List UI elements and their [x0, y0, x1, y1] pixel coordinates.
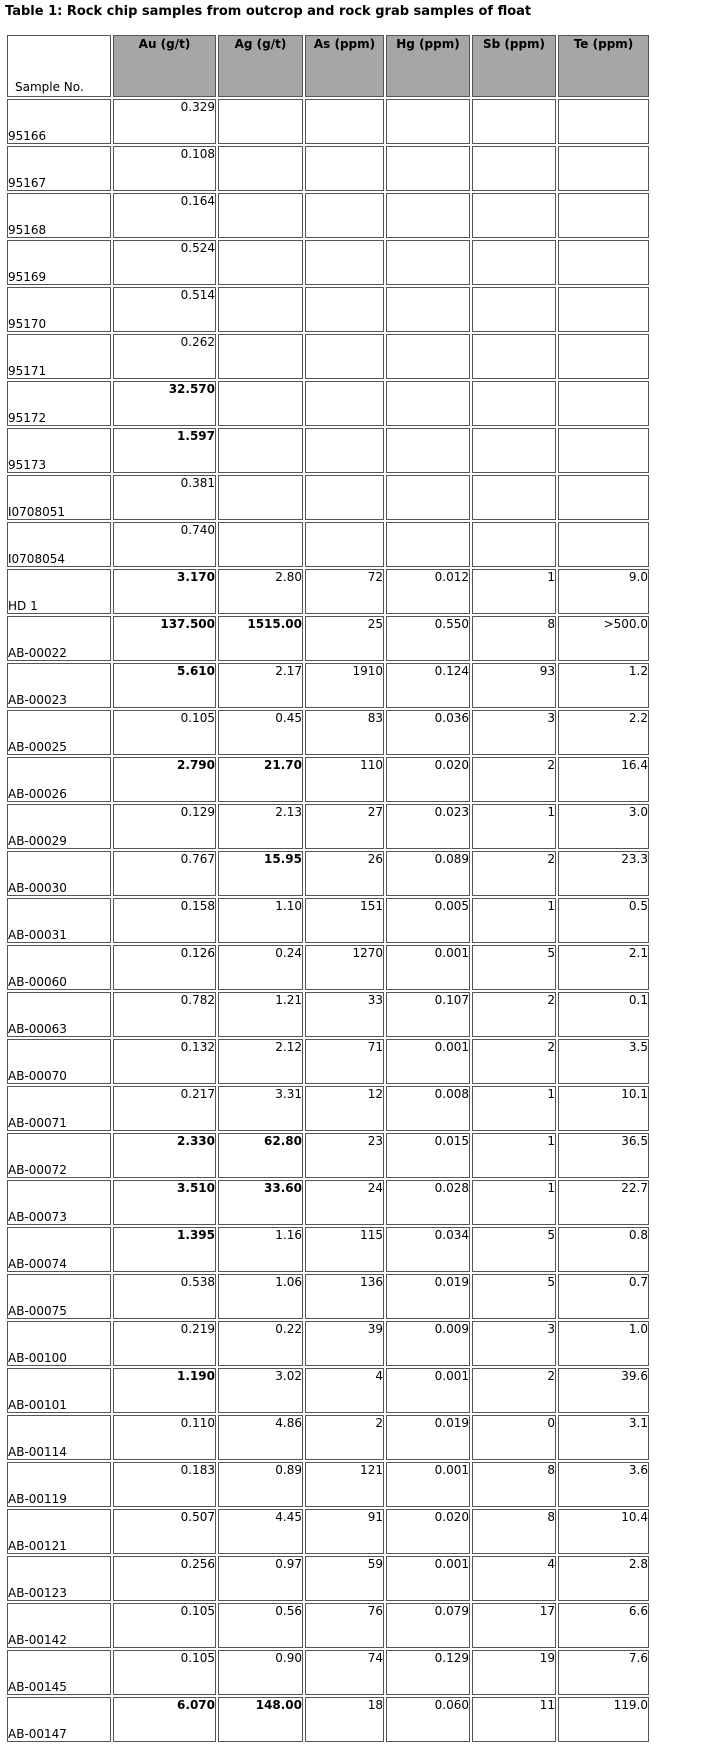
cell-au: 2.330: [113, 1133, 216, 1178]
cell-sample: AB-00147: [7, 1697, 111, 1742]
cell-au: 0.158: [113, 898, 216, 943]
table-row: [7, 757, 649, 802]
cell-as: 4: [305, 1368, 384, 1413]
cell-sample: AB-00023: [7, 663, 111, 708]
cell-sample: AB-00142: [7, 1603, 111, 1648]
cell-te: [558, 287, 649, 332]
cell-sb: 2: [472, 1368, 556, 1413]
cell-ag: [218, 146, 303, 191]
cell-ag: 0.90: [218, 1650, 303, 1695]
cell-au: 6.070: [113, 1697, 216, 1742]
cell-sb: 3: [472, 1321, 556, 1366]
table-row: [7, 616, 649, 661]
table-row: [7, 1086, 649, 1131]
cell-sample: 95170: [7, 287, 111, 332]
cell-as: [305, 193, 384, 238]
cell-hg: 0.079: [386, 1603, 470, 1648]
cell-sb: 1: [472, 898, 556, 943]
cell-as: 18: [305, 1697, 384, 1742]
cell-au: 5.610: [113, 663, 216, 708]
cell-te: [558, 146, 649, 191]
cell-au: 1.597: [113, 428, 216, 473]
cell-as: 26: [305, 851, 384, 896]
cell-ag: 1515.00: [218, 616, 303, 661]
cell-au: 0.381: [113, 475, 216, 520]
cell-te: 6.6: [558, 1603, 649, 1648]
cell-ag: 3.31: [218, 1086, 303, 1131]
cell-sb: [472, 334, 556, 379]
cell-sb: [472, 240, 556, 285]
table-row: [7, 334, 649, 379]
cell-sb: 1: [472, 804, 556, 849]
cell-sb: [472, 428, 556, 473]
table-row: [7, 1509, 649, 1554]
cell-as: 33: [305, 992, 384, 1037]
cell-au: 0.256: [113, 1556, 216, 1601]
cell-hg: [386, 287, 470, 332]
cell-hg: 0.008: [386, 1086, 470, 1131]
table-body: [7, 99, 649, 1742]
cell-hg: [386, 146, 470, 191]
cell-sample: AB-00060: [7, 945, 111, 990]
cell-te: 119.0: [558, 1697, 649, 1742]
cell-sample: AB-00101: [7, 1368, 111, 1413]
cell-au: 0.110: [113, 1415, 216, 1460]
cell-ag: 1.16: [218, 1227, 303, 1272]
cell-sb: 93: [472, 663, 556, 708]
cell-te: 16.4: [558, 757, 649, 802]
cell-as: 25: [305, 616, 384, 661]
cell-ag: [218, 240, 303, 285]
table-row: [7, 428, 649, 473]
cell-au: 0.126: [113, 945, 216, 990]
cell-hg: [386, 334, 470, 379]
cell-te: [558, 240, 649, 285]
cell-au: 0.524: [113, 240, 216, 285]
cell-hg: 0.001: [386, 1462, 470, 1507]
cell-ag: [218, 99, 303, 144]
cell-as: 1910: [305, 663, 384, 708]
cell-ag: 0.89: [218, 1462, 303, 1507]
cell-ag: 0.97: [218, 1556, 303, 1601]
cell-ag: [218, 428, 303, 473]
cell-hg: 0.001: [386, 1556, 470, 1601]
cell-te: 2.1: [558, 945, 649, 990]
cell-hg: 0.001: [386, 1368, 470, 1413]
cell-sample: AB-00114: [7, 1415, 111, 1460]
cell-ag: 2.80: [218, 569, 303, 614]
cell-ag: 62.80: [218, 1133, 303, 1178]
cell-sample: AB-00029: [7, 804, 111, 849]
cell-ag: 148.00: [218, 1697, 303, 1742]
table-row: [7, 1133, 649, 1178]
cell-hg: 0.012: [386, 569, 470, 614]
header-row: [7, 35, 649, 97]
cell-hg: [386, 428, 470, 473]
cell-as: 71: [305, 1039, 384, 1084]
cell-sb: 5: [472, 1227, 556, 1272]
cell-ag: 1.21: [218, 992, 303, 1037]
cell-te: 10.4: [558, 1509, 649, 1554]
table-row: [7, 146, 649, 191]
cell-sample: 95168: [7, 193, 111, 238]
cell-au: 0.219: [113, 1321, 216, 1366]
table-row: [7, 1650, 649, 1695]
cell-te: 3.1: [558, 1415, 649, 1460]
cell-ag: 0.45: [218, 710, 303, 755]
cell-au: 0.514: [113, 287, 216, 332]
cell-te: 23.3: [558, 851, 649, 896]
cell-ag: 1.06: [218, 1274, 303, 1319]
cell-te: 39.6: [558, 1368, 649, 1413]
cell-hg: 0.034: [386, 1227, 470, 1272]
column-header-hg: Hg (ppm): [386, 35, 470, 97]
cell-te: 7.6: [558, 1650, 649, 1695]
cell-sb: [472, 522, 556, 567]
column-header-te: Te (ppm): [558, 35, 649, 97]
cell-au: 0.740: [113, 522, 216, 567]
column-header-sb: Sb (ppm): [472, 35, 556, 97]
cell-ag: 0.56: [218, 1603, 303, 1648]
table-row: [7, 945, 649, 990]
cell-as: 74: [305, 1650, 384, 1695]
cell-te: 0.5: [558, 898, 649, 943]
cell-as: [305, 146, 384, 191]
cell-au: 0.329: [113, 99, 216, 144]
cell-ag: [218, 287, 303, 332]
cell-ag: [218, 522, 303, 567]
table-row: [7, 1274, 649, 1319]
cell-hg: 0.019: [386, 1274, 470, 1319]
cell-sb: 1: [472, 569, 556, 614]
cell-sb: 2: [472, 1039, 556, 1084]
cell-te: 2.8: [558, 1556, 649, 1601]
cell-ag: 33.60: [218, 1180, 303, 1225]
column-header-au: Au (g/t): [113, 35, 216, 97]
cell-hg: 0.009: [386, 1321, 470, 1366]
cell-sb: 1: [472, 1180, 556, 1225]
cell-sample: 95171: [7, 334, 111, 379]
table-row: [7, 804, 649, 849]
cell-au: 137.500: [113, 616, 216, 661]
cell-as: 110: [305, 757, 384, 802]
cell-sb: 4: [472, 1556, 556, 1601]
cell-sample: AB-00119: [7, 1462, 111, 1507]
cell-ag: [218, 193, 303, 238]
cell-hg: 0.028: [386, 1180, 470, 1225]
cell-hg: [386, 240, 470, 285]
cell-sb: 19: [472, 1650, 556, 1695]
cell-au: 0.164: [113, 193, 216, 238]
cell-ag: [218, 381, 303, 426]
cell-hg: 0.005: [386, 898, 470, 943]
table-row: [7, 1180, 649, 1225]
column-header-as: As (ppm): [305, 35, 384, 97]
cell-as: 91: [305, 1509, 384, 1554]
cell-sample: AB-00022: [7, 616, 111, 661]
cell-au: 0.507: [113, 1509, 216, 1554]
cell-sb: 5: [472, 1274, 556, 1319]
cell-hg: 0.089: [386, 851, 470, 896]
cell-sample: AB-00075: [7, 1274, 111, 1319]
cell-as: 12: [305, 1086, 384, 1131]
cell-au: 0.105: [113, 710, 216, 755]
cell-sb: 17: [472, 1603, 556, 1648]
cell-te: 0.1: [558, 992, 649, 1037]
cell-ag: 0.22: [218, 1321, 303, 1366]
cell-as: 27: [305, 804, 384, 849]
cell-sb: [472, 381, 556, 426]
table-row: [7, 1603, 649, 1648]
table-row: [7, 569, 649, 614]
cell-as: [305, 522, 384, 567]
cell-hg: 0.020: [386, 757, 470, 802]
cell-sample: 95173: [7, 428, 111, 473]
cell-te: >500.0: [558, 616, 649, 661]
cell-te: 3.5: [558, 1039, 649, 1084]
cell-te: [558, 334, 649, 379]
cell-sample: I0708054: [7, 522, 111, 567]
cell-sample: HD 1: [7, 569, 111, 614]
cell-au: 1.395: [113, 1227, 216, 1272]
cell-au: 0.262: [113, 334, 216, 379]
cell-te: [558, 99, 649, 144]
cell-au: 3.510: [113, 1180, 216, 1225]
cell-te: 1.0: [558, 1321, 649, 1366]
cell-sample: AB-00071: [7, 1086, 111, 1131]
cell-au: 3.170: [113, 569, 216, 614]
cell-hg: 0.124: [386, 663, 470, 708]
cell-te: [558, 522, 649, 567]
cell-as: 24: [305, 1180, 384, 1225]
cell-sample: I0708051: [7, 475, 111, 520]
cell-au: 0.767: [113, 851, 216, 896]
cell-as: 121: [305, 1462, 384, 1507]
table-row: [7, 1227, 649, 1272]
cell-as: 1270: [305, 945, 384, 990]
cell-as: 39: [305, 1321, 384, 1366]
samples-table: [5, 33, 651, 1744]
cell-sb: 3: [472, 710, 556, 755]
cell-sample: AB-00070: [7, 1039, 111, 1084]
cell-ag: 2.17: [218, 663, 303, 708]
cell-hg: [386, 99, 470, 144]
cell-sample: AB-00100: [7, 1321, 111, 1366]
cell-sb: 2: [472, 851, 556, 896]
cell-sb: 1: [472, 1133, 556, 1178]
cell-as: 23: [305, 1133, 384, 1178]
cell-sb: 5: [472, 945, 556, 990]
cell-ag: 4.45: [218, 1509, 303, 1554]
cell-hg: [386, 193, 470, 238]
table-row: [7, 710, 649, 755]
cell-as: [305, 240, 384, 285]
cell-sample: AB-00025: [7, 710, 111, 755]
cell-au: 1.190: [113, 1368, 216, 1413]
table-row: [7, 99, 649, 144]
cell-hg: [386, 381, 470, 426]
cell-as: 2: [305, 1415, 384, 1460]
cell-hg: 0.015: [386, 1133, 470, 1178]
cell-te: 0.7: [558, 1274, 649, 1319]
cell-au: 0.183: [113, 1462, 216, 1507]
cell-au: 0.132: [113, 1039, 216, 1084]
cell-ag: 2.12: [218, 1039, 303, 1084]
table-row: [7, 287, 649, 332]
cell-te: 3.6: [558, 1462, 649, 1507]
cell-te: 9.0: [558, 569, 649, 614]
cell-sb: 11: [472, 1697, 556, 1742]
cell-hg: 0.020: [386, 1509, 470, 1554]
cell-hg: [386, 522, 470, 567]
cell-as: 76: [305, 1603, 384, 1648]
column-header-sample: Sample No.: [7, 35, 111, 97]
cell-as: [305, 428, 384, 473]
cell-sb: 8: [472, 1462, 556, 1507]
table-caption: Table 1: Rock chip samples from outcrop and rock grab samples of float: [5, 4, 532, 19]
cell-ag: [218, 475, 303, 520]
cell-sample: AB-00073: [7, 1180, 111, 1225]
cell-te: 3.0: [558, 804, 649, 849]
cell-hg: 0.036: [386, 710, 470, 755]
table-row: [7, 475, 649, 520]
table-row: [7, 1697, 649, 1742]
cell-au: 0.217: [113, 1086, 216, 1131]
cell-sample: 95169: [7, 240, 111, 285]
cell-sample: AB-00123: [7, 1556, 111, 1601]
cell-sb: [472, 146, 556, 191]
cell-te: [558, 428, 649, 473]
cell-te: 0.8: [558, 1227, 649, 1272]
cell-te: 22.7: [558, 1180, 649, 1225]
table-row: [7, 898, 649, 943]
cell-as: 83: [305, 710, 384, 755]
cell-te: [558, 381, 649, 426]
cell-hg: 0.001: [386, 1039, 470, 1084]
column-header-ag: Ag (g/t): [218, 35, 303, 97]
cell-as: [305, 381, 384, 426]
cell-ag: 3.02: [218, 1368, 303, 1413]
cell-te: [558, 475, 649, 520]
cell-te: 1.2: [558, 663, 649, 708]
table-row: [7, 381, 649, 426]
cell-sample: AB-00072: [7, 1133, 111, 1178]
cell-sb: [472, 287, 556, 332]
cell-hg: 0.023: [386, 804, 470, 849]
cell-hg: [386, 475, 470, 520]
cell-au: 0.108: [113, 146, 216, 191]
cell-sample: 95167: [7, 146, 111, 191]
cell-au: 0.105: [113, 1603, 216, 1648]
table-row: [7, 240, 649, 285]
cell-au: 0.782: [113, 992, 216, 1037]
table-row: [7, 1368, 649, 1413]
cell-ag: 4.86: [218, 1415, 303, 1460]
cell-sb: 8: [472, 1509, 556, 1554]
table-row: [7, 193, 649, 238]
cell-as: 151: [305, 898, 384, 943]
cell-hg: 0.060: [386, 1697, 470, 1742]
cell-sample: AB-00063: [7, 992, 111, 1037]
cell-hg: 0.107: [386, 992, 470, 1037]
cell-ag: 0.24: [218, 945, 303, 990]
table-row: [7, 522, 649, 567]
cell-sb: [472, 475, 556, 520]
cell-au: 0.538: [113, 1274, 216, 1319]
cell-as: 72: [305, 569, 384, 614]
cell-sample: AB-00121: [7, 1509, 111, 1554]
cell-ag: 15.95: [218, 851, 303, 896]
cell-ag: 1.10: [218, 898, 303, 943]
table-row: [7, 663, 649, 708]
table-row: [7, 1462, 649, 1507]
cell-sb: 2: [472, 992, 556, 1037]
table-row: [7, 1556, 649, 1601]
cell-te: 10.1: [558, 1086, 649, 1131]
cell-as: 136: [305, 1274, 384, 1319]
cell-as: 115: [305, 1227, 384, 1272]
cell-as: [305, 475, 384, 520]
cell-sb: 2: [472, 757, 556, 802]
table-row: [7, 1039, 649, 1084]
cell-te: 36.5: [558, 1133, 649, 1178]
cell-sb: 1: [472, 1086, 556, 1131]
cell-ag: 2.13: [218, 804, 303, 849]
cell-sample: 95172: [7, 381, 111, 426]
cell-te: [558, 193, 649, 238]
cell-ag: 21.70: [218, 757, 303, 802]
cell-au: 0.105: [113, 1650, 216, 1695]
cell-hg: 0.019: [386, 1415, 470, 1460]
cell-as: [305, 287, 384, 332]
cell-sample: AB-00030: [7, 851, 111, 896]
table-row: [7, 851, 649, 896]
cell-au: 0.129: [113, 804, 216, 849]
cell-ag: [218, 334, 303, 379]
table-row: [7, 1415, 649, 1460]
cell-sample: AB-00031: [7, 898, 111, 943]
cell-sample: AB-00026: [7, 757, 111, 802]
cell-sb: [472, 99, 556, 144]
cell-au: 32.570: [113, 381, 216, 426]
cell-as: [305, 99, 384, 144]
cell-as: 59: [305, 1556, 384, 1601]
cell-au: 2.790: [113, 757, 216, 802]
cell-hg: 0.129: [386, 1650, 470, 1695]
cell-hg: 0.001: [386, 945, 470, 990]
cell-sample: AB-00074: [7, 1227, 111, 1272]
cell-sb: 8: [472, 616, 556, 661]
cell-sb: [472, 193, 556, 238]
table-row: [7, 992, 649, 1037]
cell-hg: 0.550: [386, 616, 470, 661]
cell-sb: 0: [472, 1415, 556, 1460]
cell-sample: AB-00145: [7, 1650, 111, 1695]
cell-te: 2.2: [558, 710, 649, 755]
cell-as: [305, 334, 384, 379]
table-row: [7, 1321, 649, 1366]
cell-sample: 95166: [7, 99, 111, 144]
